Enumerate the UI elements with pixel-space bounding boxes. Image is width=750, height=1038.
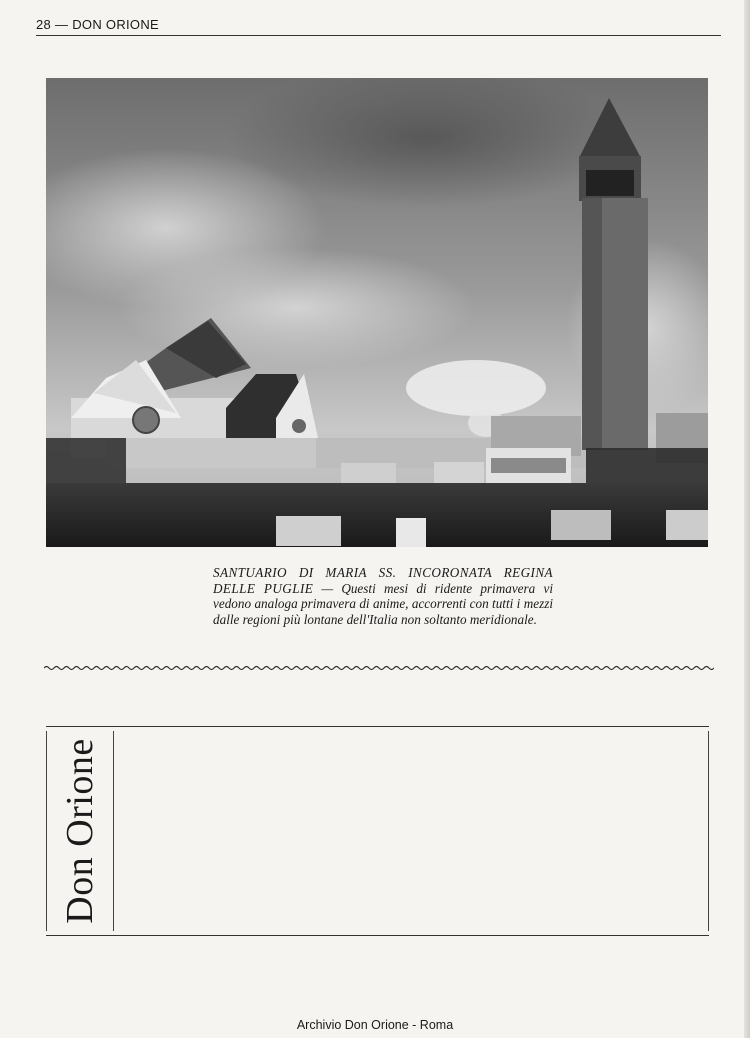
header-separator: — (54, 17, 69, 32)
masthead-panel (46, 731, 114, 931)
running-head (36, 17, 159, 32)
header-rule (36, 35, 721, 36)
page-edge (744, 0, 750, 1038)
masthead-box (46, 726, 709, 936)
archive-label: Archivio Don Orione - Roma (296, 1018, 454, 1032)
magazine-name: DON ORIONE (72, 17, 160, 32)
box-right-border (708, 731, 709, 931)
sanctuary-photo (46, 78, 708, 547)
wavy-divider (44, 664, 714, 672)
page-number: 28 (36, 17, 52, 32)
photo-caption (213, 565, 553, 627)
caption-body: Questi mesi di ridente primavera vi vedono analoga primavera di anime, accorrenti con tutti i mezzi dalle regioni più lontane dell'Italia non soltanto meridionale. (213, 580, 553, 627)
masthead-title: Don Orione (59, 738, 101, 924)
caption-dash: — (313, 580, 342, 596)
caption-lead: SANTUARIO DI MARIA SS. INCORONATA REGINA DELLE PUGLIE (213, 565, 553, 596)
